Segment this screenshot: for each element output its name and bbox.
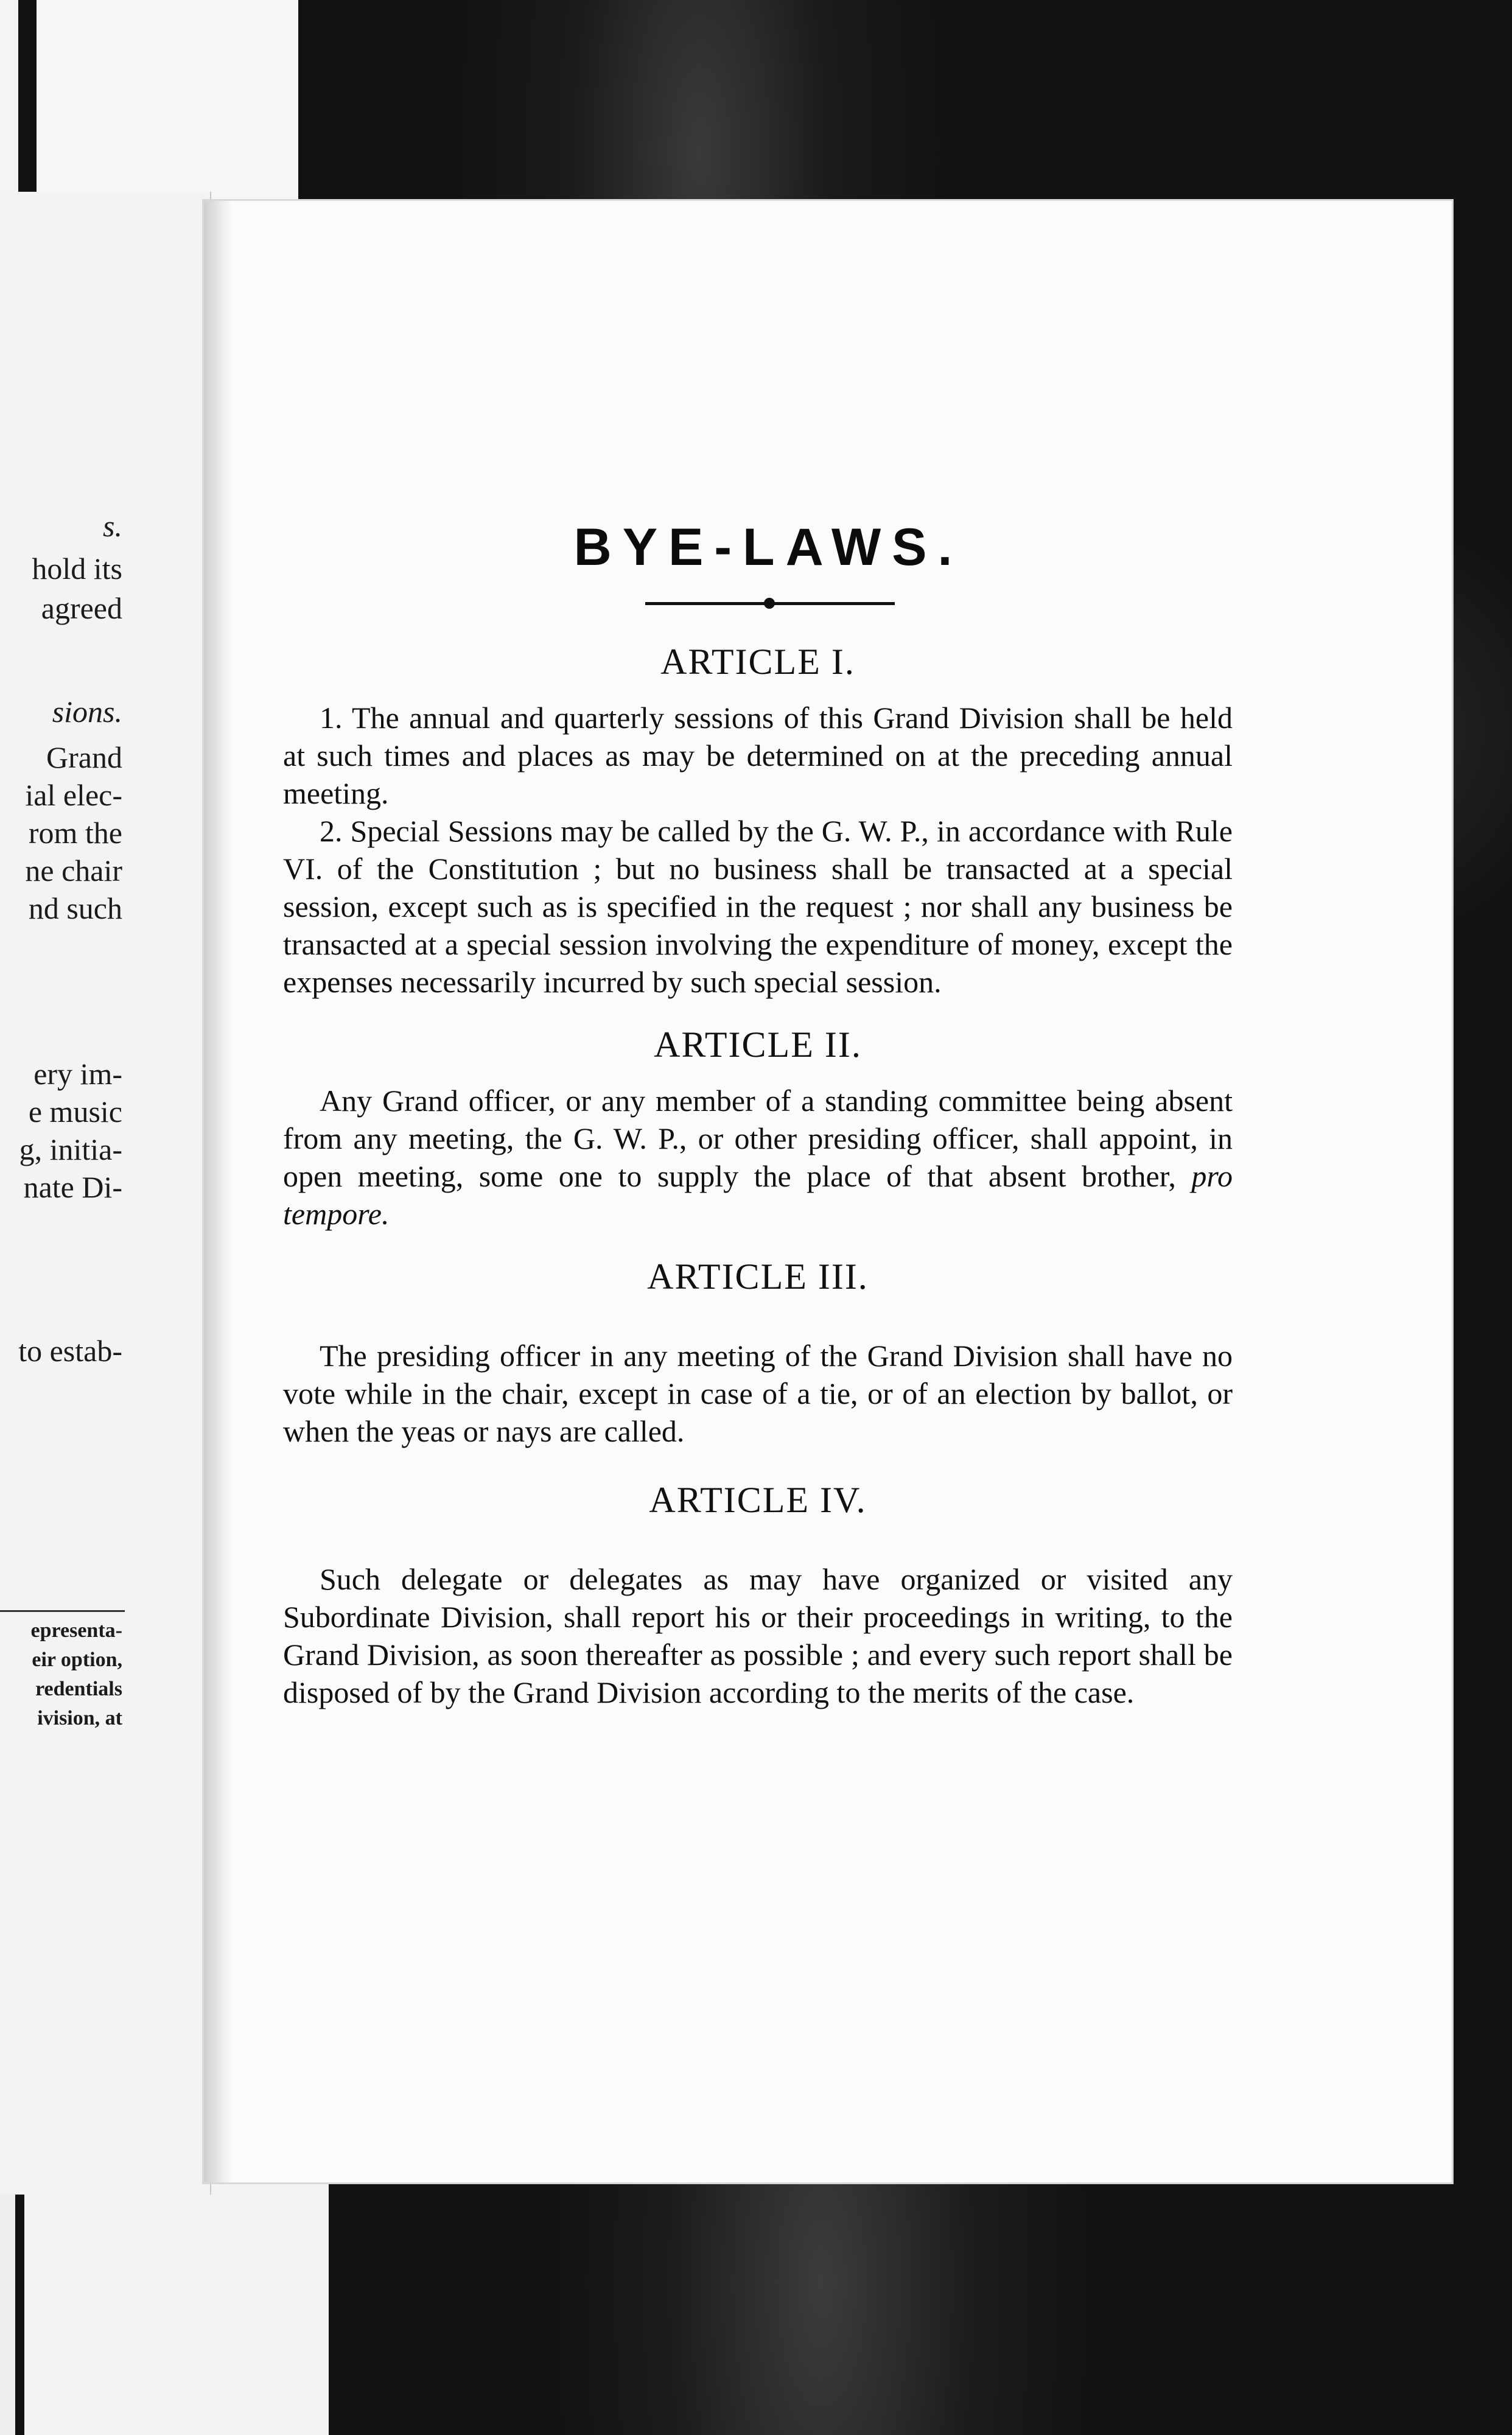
article-3 [283, 1256, 1233, 1450]
left-page-fragment: nate Di- [23, 1170, 122, 1204]
left-page-footnote: ivision, at [37, 1707, 122, 1729]
left-page-fragment: Grand [46, 740, 122, 774]
latin-phrase: pro tempore. [283, 1159, 1233, 1231]
document-page [204, 201, 1452, 2182]
left-page-fragment: hold its [32, 552, 122, 586]
article-4 [283, 1479, 1233, 1711]
left-page-footnote: redentials [35, 1678, 122, 1700]
article-heading: ARTICLE IV. [649, 1480, 867, 1520]
article-paragraph: 1. The annual and quarterly sessions of this Grand Division shall be held at such times and places as may be determined on at the preceding annual meeting. [283, 701, 1233, 810]
page-edge-strip [24, 2167, 329, 2435]
left-page-fragment: ial elec- [25, 778, 122, 812]
left-page-footnote: epresenta- [30, 1619, 122, 1642]
left-page-fragment: e music [28, 1095, 122, 1129]
article-heading: ARTICLE III. [647, 1256, 869, 1297]
page-edge-strip [37, 0, 298, 219]
left-page-fragment: s. [103, 509, 122, 543]
article-paragraph: 2. Special Sessions may be called by the G. W. P., in accordance with Rule VI. of the Constitution ; but no business shall be transacted at a special session, except such as is specified in the request ; nor shall any business be transacted at a special session involving the expenditure of money, except the expenses necessarily incurred by such special session. [283, 814, 1233, 999]
page-title: BYE-LAWS. [573, 518, 964, 576]
article-heading: ARTICLE II. [654, 1025, 862, 1065]
page-edge-strip [0, 2167, 15, 2435]
left-page-fragment: rom the [28, 816, 122, 850]
article-paragraph: The presiding officer in any meeting of the Grand Division shall have no vote while in the chair, except in case of a tie, or of an election by ballot, or when the yeas or nays are called. [283, 1339, 1233, 1448]
page-content [283, 517, 1233, 1711]
title-ornament [645, 591, 895, 615]
left-page-fragment: to estab- [18, 1334, 122, 1368]
left-page-fragment: g, initia- [19, 1132, 122, 1166]
footnote-rule [0, 1610, 125, 1612]
page-edge-strip [0, 0, 18, 219]
left-page-fragment: sions. [52, 695, 122, 729]
left-page-footnote: eir option, [32, 1648, 122, 1671]
article-heading: ARTICLE I. [660, 642, 855, 682]
article-2 [283, 1024, 1233, 1233]
page-gutter-shadow [204, 201, 231, 2182]
left-page-fragment: ery im- [33, 1057, 122, 1091]
article-paragraph: Such delegate or delegates as may have organized or visited any Subordinate Division, shall report his or their proceedings in writing, to the Grand Division, as soon thereafter as possible ; and every such report shall be disposed of by the Grand Division according to the merits of the case. [283, 1562, 1233, 1709]
left-page-fragment: ne chair [25, 853, 122, 888]
left-page-fragment: agreed [41, 591, 122, 625]
left-facing-page [0, 192, 211, 2195]
left-page-fragment: nd such [28, 891, 122, 925]
article-1 [283, 641, 1233, 1001]
article-text: Any Grand officer, or any member of a standing committee being absent from any meeting, the G. W. P., or other presiding officer, shall appoint, in open meeting, some one to supply the place of that absent brother, [283, 1084, 1233, 1193]
article-paragraph [283, 1082, 1233, 1233]
